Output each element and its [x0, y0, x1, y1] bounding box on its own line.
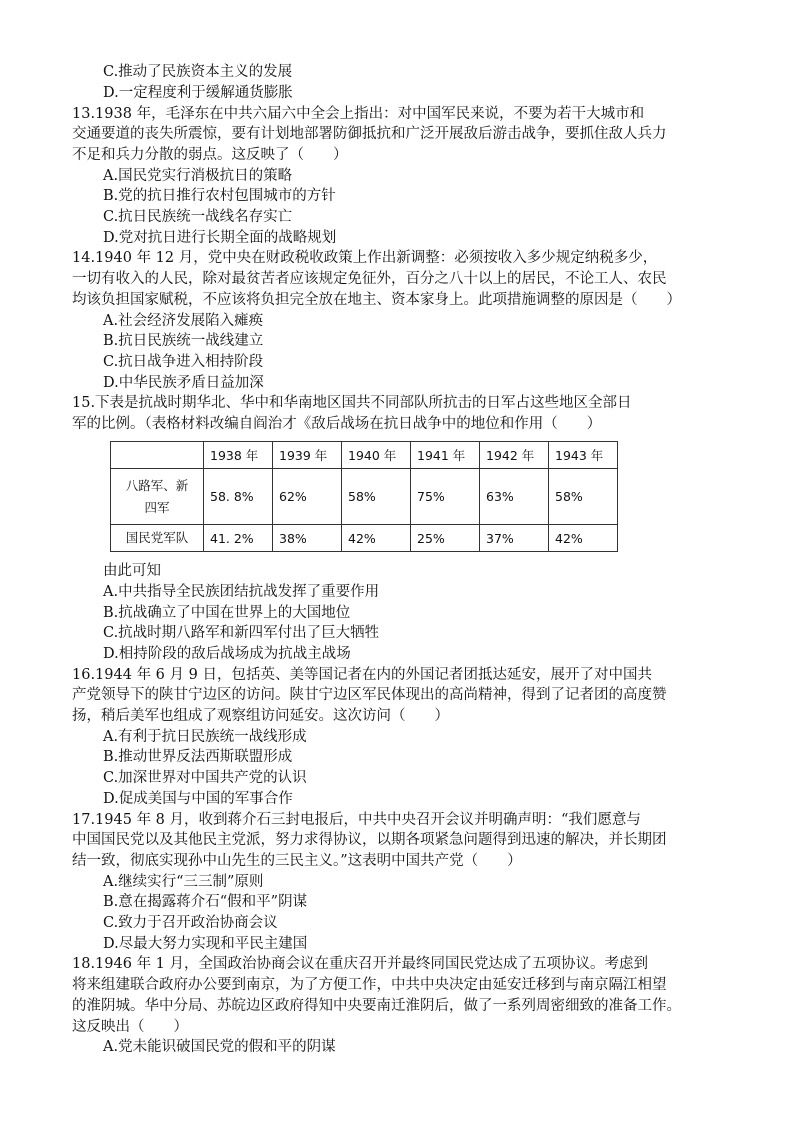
question-text-line: 将来组建联合政府办公要到南京，为了方便工作，中共中央决定由延安迁移到与南京隔江相望: [72, 977, 667, 993]
row-label-line: 八路军、新: [125, 477, 189, 493]
answer-option-line: A.有利于抗日民族统一战线形成: [103, 729, 307, 745]
table-cell: 41. 2%: [204, 525, 273, 552]
question-text-line: 一切有收入的人民，除对最贫苦者应该规定免征外，百分之八十以上的居民，不论工人、农民: [72, 271, 667, 287]
question-text-line: 军的比例。（表格材料改编自阎治才《敌后战场在抗日战争中的地位和作用（ ）: [72, 416, 602, 432]
answer-option-line: D.中华民族矛盾日益加深: [103, 375, 264, 391]
row-label-line: 四军: [144, 499, 170, 515]
answer-option-line: D.相持阶段的敌后战场成为抗战主战场: [103, 646, 351, 662]
table-cell: 63%: [480, 469, 549, 525]
table-cell: 75%: [411, 469, 480, 525]
table-row: [111, 469, 618, 525]
row-label: [111, 469, 204, 525]
data-table: [110, 441, 618, 552]
table-header-cell: 1939 年: [273, 442, 342, 469]
table-header-cell: 1938 年: [204, 442, 273, 469]
answer-option-line: A.中共指导全民族团结抗战发挥了重要作用: [103, 584, 380, 600]
table-cell: 58. 8%: [204, 469, 273, 525]
table-cell: 25%: [411, 525, 480, 552]
table-header-row: [111, 442, 618, 469]
answer-option-line: A.社会经济发展陷入瘫痪: [103, 313, 264, 329]
answer-option-line: B.抗日民族统一战线建立: [103, 333, 264, 349]
table-cell: 58%: [342, 469, 411, 525]
question-text-line: 这反映出（ ）: [72, 1019, 188, 1035]
table-header-cell: 1941 年: [411, 442, 480, 469]
answer-option-line: C.加深世界对中国共产党的认识: [103, 770, 307, 786]
table-cell: 62%: [273, 469, 342, 525]
answer-option-line: B.推动世界反法西斯联盟形成: [103, 749, 293, 765]
answer-option-line: D.促成美国与中国的军事合作: [103, 791, 293, 807]
table-cell: 58%: [549, 469, 618, 525]
table-header-cell: 1940 年: [342, 442, 411, 469]
question-text-line: 17.1945 年 8 月，收到蒋介石三封电报后，中共中央召开会议并明确声明：“我们愿意与: [72, 812, 641, 828]
question-text-line: 交通要道的丧失所震惊，要有计划地部署防御抵抗和广泛开展敌后游击战争，要抓住敌人兵力: [72, 126, 667, 142]
table-header-cell: [111, 442, 204, 469]
table-header-cell: 1943 年: [549, 442, 618, 469]
answer-option-line: D.一定程度利于缓解通货膨胀: [103, 85, 293, 101]
table-cell: 42%: [549, 525, 618, 552]
question-text-line: 产党领导下的陕甘宁边区的访问。陕甘宁边区军民体现出的高尚精神，得到了记者团的高度赞: [72, 687, 667, 703]
answer-option-line: C.推动了民族资本主义的发展: [103, 64, 293, 80]
table-header-cell: 1942 年: [480, 442, 549, 469]
answer-option-line: A.党未能识破国民党的假和平的阴谋: [103, 1039, 336, 1055]
question-text-line: 扬，稍后美军也组成了观察组访问延安。这次访问（ ）: [72, 708, 449, 724]
question-text-line: 中国国民党以及其他民主党派，努力求得协议，以期各项紧急问题得到迅速的解决，并长期团: [72, 832, 667, 848]
answer-option-line: D.党对抗日进行长期全面的战略规划: [103, 230, 337, 246]
answer-option-line: D.尽最大努力实现和平民主建国: [103, 936, 308, 952]
answer-option-line: B.党的抗日推行农村包围城市的方针: [103, 188, 336, 204]
table-row: [111, 525, 618, 552]
row-label-line: 国民党军队: [125, 530, 189, 545]
answer-option-line: C.致力于召开政治协商会议: [103, 915, 278, 931]
question-text-line: 15.下表是抗战时期华北、华中和华南地区国共不同部队所抗击的日军占这些地区全部日: [72, 395, 632, 411]
question-text-line: 14.1940 年 12 月，党中央在财政税收政策上作出新调整：必须按收入多少规定纳税多少，: [72, 250, 658, 266]
row-label: [111, 525, 204, 552]
question-text-line: 的淮阴城。华中分局、苏皖边区政府得知中央要南迁淮阴后，做了一系列周密细致的准备工作。: [72, 998, 681, 1014]
table-cell: 42%: [342, 525, 411, 552]
table-cell: 37%: [480, 525, 549, 552]
answer-option-line: C.抗日民族统一战线名存实亡: [103, 209, 293, 225]
question-text-line: 16.1944 年 6 月 9 日，包括英、美等国记者在内的外国记者团抵达延安，展开了对中国共: [72, 667, 652, 683]
question-text-line: 不足和兵力分散的弱点。这反映了（ ）: [72, 147, 348, 163]
answer-option-line: B.意在揭露蒋介石“假和平”阴谋: [103, 894, 308, 910]
answer-option-line: B.抗战确立了中国在世界上的大国地位: [103, 605, 351, 621]
answer-option-line: A.国民党实行消极抗日的策略: [103, 168, 293, 184]
answer-option-line: C.抗战时期八路军和新四军付出了巨大牺牲: [103, 625, 380, 641]
question-text-line: 18.1946 年 1 月，全国政治协商会议在重庆召开并最终同国民党达成了五项协议。考虑到: [72, 956, 649, 972]
answer-option-line: A.继续实行“三三制”原则: [103, 874, 264, 890]
answer-option-line: C.抗日战争进入相持阶段: [103, 354, 264, 370]
question-text-line: 13.1938 年，毛泽东在中共六届六中全会上指出：对中国军民来说，不要为若干大城市和: [72, 106, 645, 122]
table-cell: 38%: [273, 525, 342, 552]
question-text-line: 结一致，彻底实现孙中山先生的三民主义。”这表明中国共产党（ ）: [72, 853, 522, 869]
answer-option-line: 由此可知: [103, 563, 161, 579]
question-text-line: 均该负担国家赋税，不应该将负担完全放在地主、资本家身上。此项措施调整的原因是（ ）: [72, 292, 681, 308]
